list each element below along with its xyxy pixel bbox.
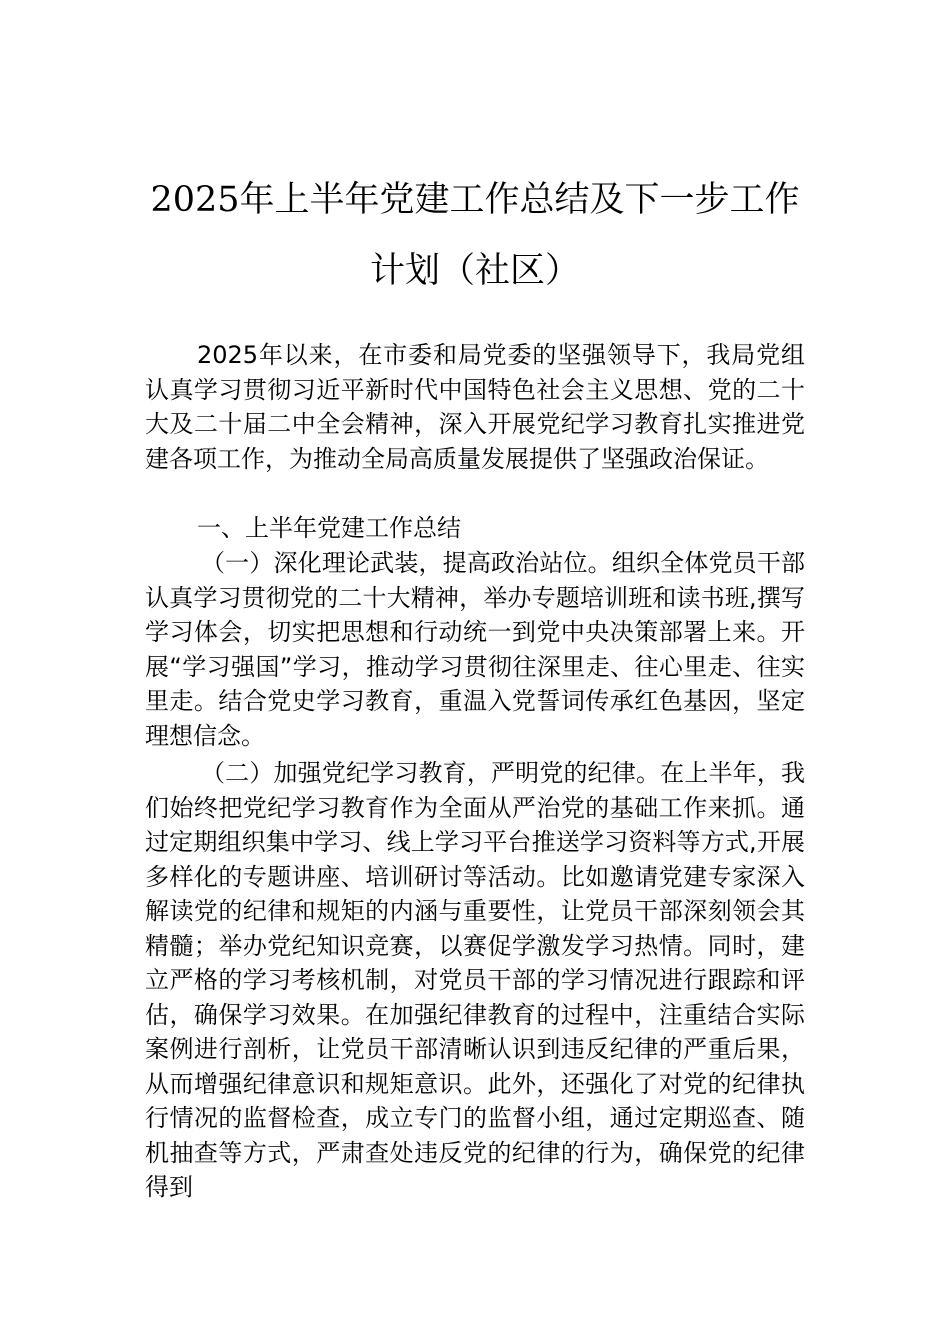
intro-paragraph: 2025年以来，在市委和局党委的坚强领导下，我局党组认真学习贯彻习近平新时代中国特色社会主义思想、党的二十大及二十届二中全会精神，深入开展党纪学习教育扎实推进党建各项工作，为推动全局高质量发展提供了坚强政治保证。	[145, 341, 805, 473]
document-title-line-2: 计划（社区）	[369, 251, 580, 291]
section-heading-1: 一、上半年党建工作总结	[197, 514, 461, 542]
paragraph-theory-study: （一）深化理论武装，提高政治站位。组织全体党员干部认真学习贯彻党的二十大精神，举办专题培训班和读书班,撰写学习体会，切实把思想和行动统一到党中央决策部署上来。开展“学习强国”学习，推动学习贯彻往深里走、往心里走、往实里走。结合党史学习教育，重温入党誓词传承红色基因，坚定理想信念。	[145, 549, 805, 750]
document-title-line-1: 2025年上半年党建工作总结及下一步工作	[150, 180, 800, 220]
paragraph-discipline-education: （二）加强党纪学习教育，严明党的纪律。在上半年，我们始终把党纪学习教育作为全面从严治党的基础工作来抓。通过定期组织集中学习、线上学习平台推送学习资料等方式,开展多样化的专题讲座、培训研讨等活动。比如邀请党建专家深入解读党的纪律和规矩的内涵与重要性，让党员干部深刻领会其精髓；举办党纪知识竞赛，以赛促学激发学习热情。同时，建立严格的学习考核机制，对党员干部的学习情况进行跟踪和评估，确保学习效果。在加强纪律教育的过程中，注重结合实际案例进行剖析，让党员干部清晰认识到违反纪律的严重后果，从而增强纪律意识和规矩意识。此外，还强化了对党的纪律执行情况的监督检查，成立专门的监督小组，通过定期巡查、随机抽查等方式，严肃查处违反党的纪律的行为，确保党的纪律得到	[145, 759, 805, 1201]
